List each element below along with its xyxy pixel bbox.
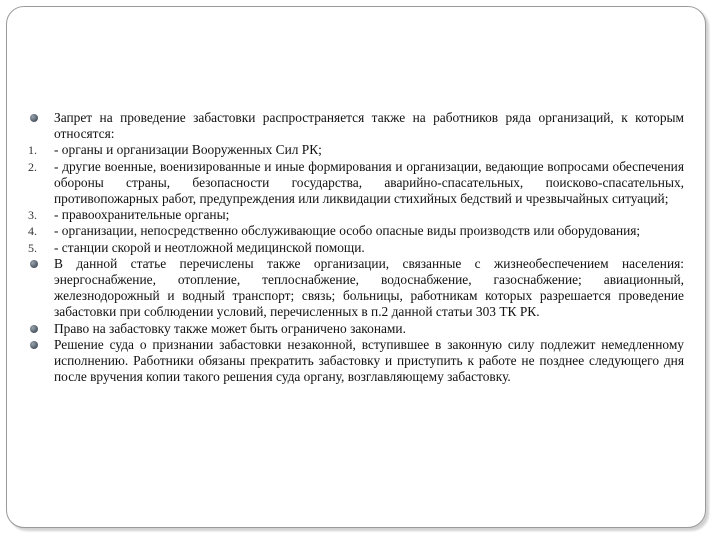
list-item-text: Право на забастовку также может быть ограничено законами. xyxy=(54,320,406,336)
bullet-dot-icon xyxy=(30,341,38,349)
list-number: 3. xyxy=(28,208,37,223)
list-item xyxy=(28,207,684,223)
list-item-text: Запрет на проведение забастовки распространяется также на работников ряда организаций, к которым относятся: xyxy=(54,110,684,142)
list-item xyxy=(28,240,684,256)
bullet-dot-icon xyxy=(30,260,38,268)
list-item-text: В данной статье перечислены также организации, связанные с жизнеобеспечением населения: энергоснабжение, отопление, теплоснабжение, водоснабжение, газоснабжение; авиационный, железнодорожный и водный транспорт; связь; больницы, работникам которых разрешается проведение забастовки при соблюдении условий, перечисленных в п.2 данной статьи 303 ТК РК. xyxy=(54,255,684,320)
list-item xyxy=(28,321,684,337)
list-item xyxy=(28,223,684,239)
list-item-text: - станции скорой и неотложной медицинской помощи. xyxy=(54,239,365,255)
list-item xyxy=(28,142,684,158)
list-item-text: - другие военные, военизированные и иные формирования и организации, ведающие вопросами обеспечения обороны страны, безопасности государства, аварийно-спасательных, поисково-спасательных, противопожарных работ, предупреждения или ликвидации стихийных бедствий и чрезвычайных ситуаций; xyxy=(54,158,684,207)
list-number: 5. xyxy=(28,240,37,255)
slide-content xyxy=(28,110,684,385)
list-item-text: - организации, непосредственно обслуживающие особо опасные виды производств или оборудования; xyxy=(54,223,641,239)
list-item-text: Решение суда о признании забастовки незаконной, вступившее в законную силу подлежит немедленному исполнению. Работники обязаны прекратить забастовку и приступить к работе не позднее следующего дня после вручения копии такого решения суда органу, возглавляющему забастовку. xyxy=(54,336,684,385)
list-item xyxy=(28,159,684,208)
list-number: 2. xyxy=(28,159,37,174)
list-item xyxy=(28,256,684,321)
list-item xyxy=(28,110,684,142)
list-number: 1. xyxy=(28,143,37,158)
list-item-text: - правоохранительные органы; xyxy=(54,207,230,223)
list-item xyxy=(28,337,684,386)
bullet-dot-icon xyxy=(30,114,38,122)
list-item-text: - органы и организации Вооруженных Сил РК; xyxy=(54,142,322,158)
bullet-dot-icon xyxy=(30,325,38,333)
list-number: 4. xyxy=(28,224,37,239)
